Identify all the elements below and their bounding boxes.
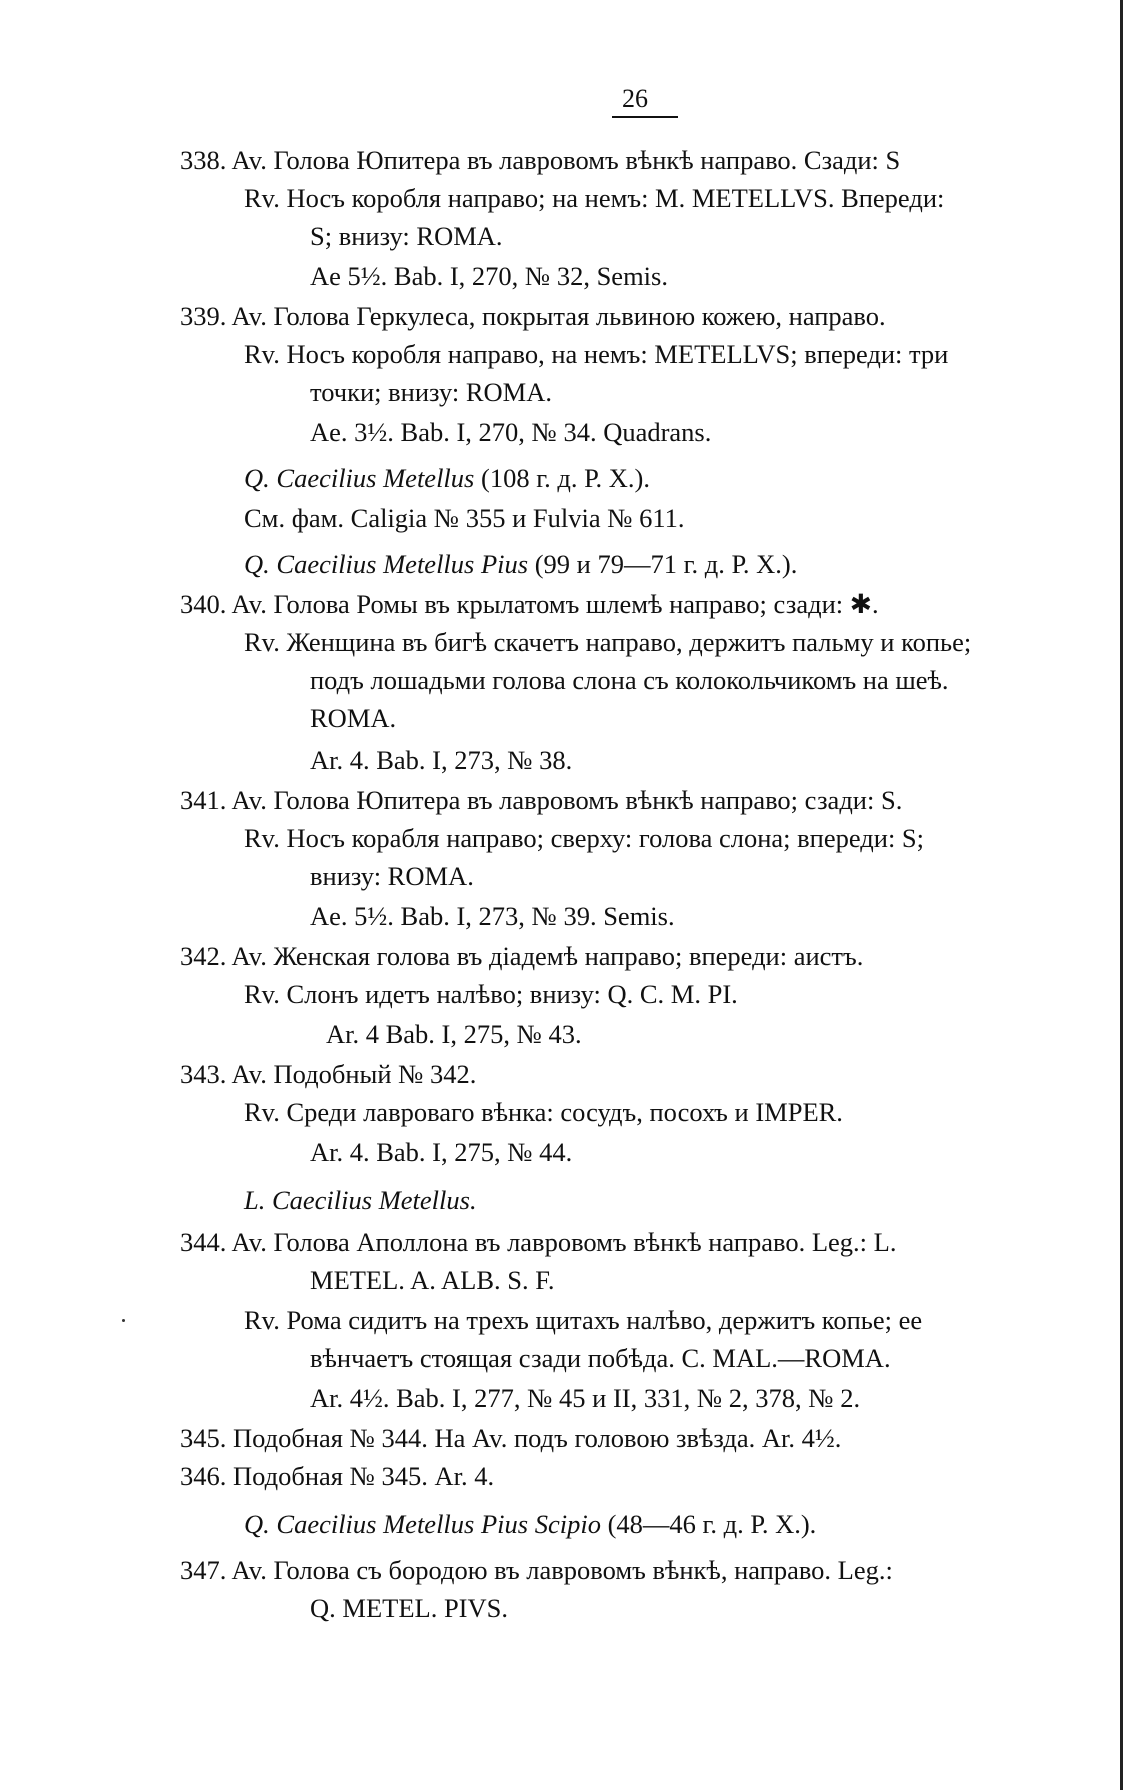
entry-338-obverse: 338. Av. Голова Юпитера въ лавровомъ вѣнкѣ направо. Сзади: S: [180, 145, 901, 175]
heading-name: Q. Caecilius Metellus Pius: [244, 549, 529, 579]
heading-date: (108 г. д. Р. Х.).: [481, 463, 650, 493]
entry-340-reverse-cont2: ROMA.: [310, 703, 397, 733]
print-speck: [122, 1319, 125, 1322]
entry-341-reverse: Rv. Носъ корабля направо; сверху: голова слона; впереди: S;: [244, 823, 925, 853]
page-number-underline: [612, 116, 678, 118]
entry-340-obverse: 340. Av. Голова Ромы въ крылатомъ шлемѣ направо; сзади: ✱.: [180, 589, 879, 619]
entry-341-reverse-cont: внизу: ROMA.: [310, 861, 474, 891]
entry-341-obverse: 341. Av. Голова Юпитера въ лавровомъ вѣнкѣ направо; сзади: S.: [180, 785, 903, 815]
entry-344-reverse-cont: вѣнчаетъ стоящая сзади побѣда. C. MAL.—ROMA.: [310, 1343, 891, 1373]
section-heading-l-caecilius-metellus: L. Caecilius Metellus.: [244, 1185, 477, 1215]
entry-344-obverse-cont: METEL. A. ALB. S. F.: [310, 1265, 555, 1295]
entry-343-obverse: 343. Av. Подобный № 342.: [180, 1059, 477, 1089]
entry-341-reference: Ae. 5½. Bab. I, 273, № 39. Semis.: [310, 901, 675, 931]
section-heading-q-caecilius-metellus-pius: [244, 544, 797, 584]
entry-344-obverse: 344. Av. Голова Аполлона въ лавровомъ вѣнкѣ направо. Leg.: L.: [180, 1227, 897, 1257]
cross-reference: См. фам. Caligia № 355 и Fulvia № 611.: [244, 503, 685, 533]
page-number: 26: [622, 84, 648, 113]
entry-342-reverse: Rv. Слонъ идетъ налѣво; внизу: Q. C. M. PI.: [244, 979, 738, 1009]
entry-338-reference: Ae 5½. Bab. I, 270, № 32, Semis.: [310, 261, 668, 291]
entry-339-reverse: Rv. Носъ коробля направо, на немъ: METELLVS; впереди: три: [244, 339, 949, 369]
heading-date: (48—46 г. д. Р. Х.).: [607, 1509, 817, 1539]
entry-344-reverse: Rv. Рома сидитъ на трехъ щитахъ налѣво, держитъ копье; ее: [244, 1305, 923, 1335]
heading-name: Q. Caecilius Metellus: [244, 463, 475, 493]
entry-338-reverse-cont: S; внизу: ROMA.: [310, 221, 503, 251]
entry-340-reference: Ar. 4. Bab. I, 273, № 38.: [310, 745, 573, 775]
section-heading-q-caecilius-metellus: [244, 458, 650, 498]
entry-340-reverse: Rv. Женщина въ бигѣ скачетъ направо, держитъ пальму и копье;: [244, 627, 972, 657]
heading-name: Q. Caecilius Metellus Pius Scipio: [244, 1509, 601, 1539]
entry-343-reverse: Rv. Среди лавроваго вѣнка: сосудъ, посохъ и IMPER.: [244, 1097, 843, 1127]
entry-338-reverse: Rv. Носъ коробля направо; на немъ: M. METELLVS. Впереди:: [244, 183, 945, 213]
entry-343-reference: Ar. 4. Bab. I, 275, № 44.: [310, 1137, 573, 1167]
entry-346: 346. Подобная № 345. Ar. 4.: [180, 1461, 495, 1491]
section-heading-q-caecilius-metellus-pius-scipio: [244, 1504, 816, 1544]
entry-345: 345. Подобная № 344. На Av. подъ головою звѣзда. Ar. 4½.: [180, 1423, 842, 1453]
entry-339-reverse-cont: точки; внизу: ROMA.: [310, 377, 552, 407]
entry-347-obverse-cont: Q. METEL. PIVS.: [310, 1593, 509, 1623]
entry-344-reference: Ar. 4½. Bab. I, 277, № 45 и II, 331, № 2, 378, № 2.: [310, 1383, 861, 1413]
entry-339-obverse: 339. Av. Голова Геркулеса, покрытая львиною кожею, направо.: [180, 301, 886, 331]
entry-342-reference: Ar. 4 Bab. I, 275, № 43.: [326, 1019, 582, 1049]
entry-339-reference: Ae. 3½. Bab. I, 270, № 34. Quadrans.: [310, 417, 712, 447]
entry-347-obverse: 347. Av. Голова съ бородою въ лавровомъ вѣнкѣ, направо. Leg.:: [180, 1555, 893, 1585]
entry-340-reverse-cont: подъ лошадьми голова слона съ колокольчикомъ на шеѣ.: [310, 665, 949, 695]
heading-date: (99 и 79—71 г. д. Р. Х.).: [534, 549, 798, 579]
page-edge-line: [1120, 0, 1123, 1790]
entry-342-obverse: 342. Av. Женская голова въ діадемѣ направо; впереди: аистъ.: [180, 941, 864, 971]
